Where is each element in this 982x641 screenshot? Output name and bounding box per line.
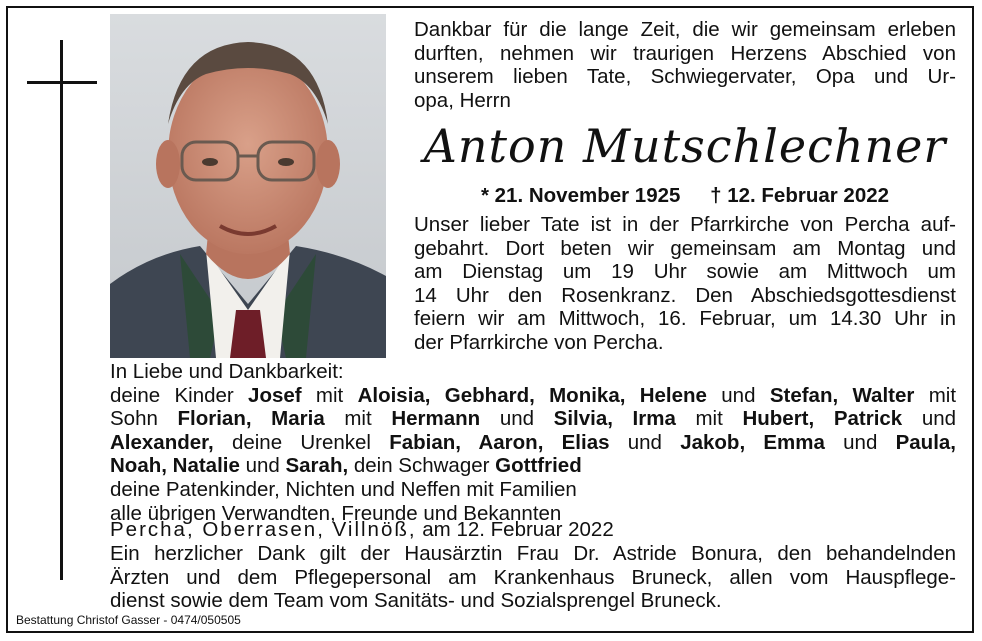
family-name: Aloisia, Gebhard, Monika, Helene (357, 383, 707, 407)
family-name: Fabian, Aaron, Elias (389, 430, 610, 454)
family-heading: In Liebe und Dankbarkeit: (110, 360, 344, 383)
family-name: Paula, (895, 430, 956, 454)
family-line: deine Patenkinder, Nichten und Neffen mit Familien (110, 477, 577, 501)
family-text: und (609, 430, 681, 454)
family-name: Florian, Maria (177, 407, 325, 431)
service-details (414, 213, 956, 355)
thanks-text (110, 542, 956, 613)
family-line (110, 384, 956, 408)
family-text: und (480, 407, 554, 431)
family-name: Hubert, Patrick (742, 407, 903, 431)
family-text: mit (324, 407, 392, 431)
family-name: Jakob, Emma (680, 430, 825, 454)
family-name: Sarah, (285, 454, 349, 478)
death-date: † 12. Februar 2022 (710, 184, 890, 207)
family-line: alle übrigen Verwandten, Freunde und Bekannten (110, 501, 562, 525)
family-text: dein Schwager (348, 454, 496, 478)
intro-line: durften, nehmen wir traurigen Herzens Abschied von (414, 41, 956, 65)
family-mourners (110, 360, 956, 525)
family-name: Josef (248, 383, 302, 407)
details-line: feiern wir am Mittwoch, 16. Februar, um 14.30 Uhr in (414, 307, 956, 331)
family-text: deine Urenkel (213, 430, 390, 454)
family-text: Sohn (110, 407, 178, 431)
cross-vertical-bar (60, 40, 63, 580)
details-line: Unser lieber Tate ist in der Pfarrkirche von Percha auf- (414, 213, 956, 236)
place-names: Percha, Oberrasen, Villnöß, (110, 518, 417, 541)
cross-horizontal-bar (27, 81, 97, 84)
place-and-date (110, 518, 614, 542)
thanks-line: Ein herzlicher Dank gilt der Hausärztin Frau Dr. Astride Bonura, den behandelnden (110, 542, 956, 565)
family-name: Silvia, Irma (553, 407, 676, 431)
family-line (110, 407, 956, 431)
intro-text (414, 18, 956, 112)
details-line: gebahrt. Dort beten wir gemeinsam am Montag und (414, 236, 956, 260)
family-text: mit (914, 383, 957, 407)
thanks-line: dienst sowie dem Team vom Sanitäts- und Sozialsprengel Bruneck. (110, 589, 722, 613)
portrait-photo (110, 14, 386, 358)
family-name: Gottfried (495, 454, 582, 478)
thanks-line: Ärzten und dem Pflegepersonal am Krankenhaus Bruneck, allen vom Hauspflege- (110, 565, 956, 589)
family-line (110, 454, 956, 478)
details-line: 14 Uhr den Rosenkranz. Den Abschiedsgottesdienst (414, 283, 956, 307)
family-text: und (706, 383, 770, 407)
family-name: Alexander, (110, 430, 214, 454)
life-dates (414, 184, 956, 208)
family-name: Noah, Natalie (110, 454, 240, 478)
family-line (110, 431, 956, 455)
family-text: deine Kinder (110, 383, 249, 407)
family-text: mit (675, 407, 743, 431)
details-line: am Dienstag um 19 Uhr sowie am Mittwoch um (414, 260, 956, 284)
intro-line: opa, Herrn (414, 88, 511, 112)
family-text: und (902, 407, 957, 431)
intro-line: Dankbar für die lange Zeit, die wir gemeinsam erleben (414, 18, 956, 41)
family-text: mit (301, 383, 358, 407)
notice-date: am 12. Februar 2022 (416, 518, 614, 541)
funeral-home-credit: Bestattung Christof Gasser - 0474/050505 (16, 613, 241, 627)
intro-line: unserem lieben Tate, Schwiegervater, Opa und Ur- (414, 65, 956, 89)
details-line: der Pfarrkirche von Percha. (414, 330, 664, 354)
family-name: Hermann (391, 407, 481, 431)
birth-date: * 21. November 1925 (480, 184, 681, 207)
deceased-name: Anton Mutschlechner (423, 119, 947, 173)
family-text: und (239, 454, 286, 478)
family-name: Stefan, Walter (769, 383, 915, 407)
family-text: und (824, 430, 896, 454)
